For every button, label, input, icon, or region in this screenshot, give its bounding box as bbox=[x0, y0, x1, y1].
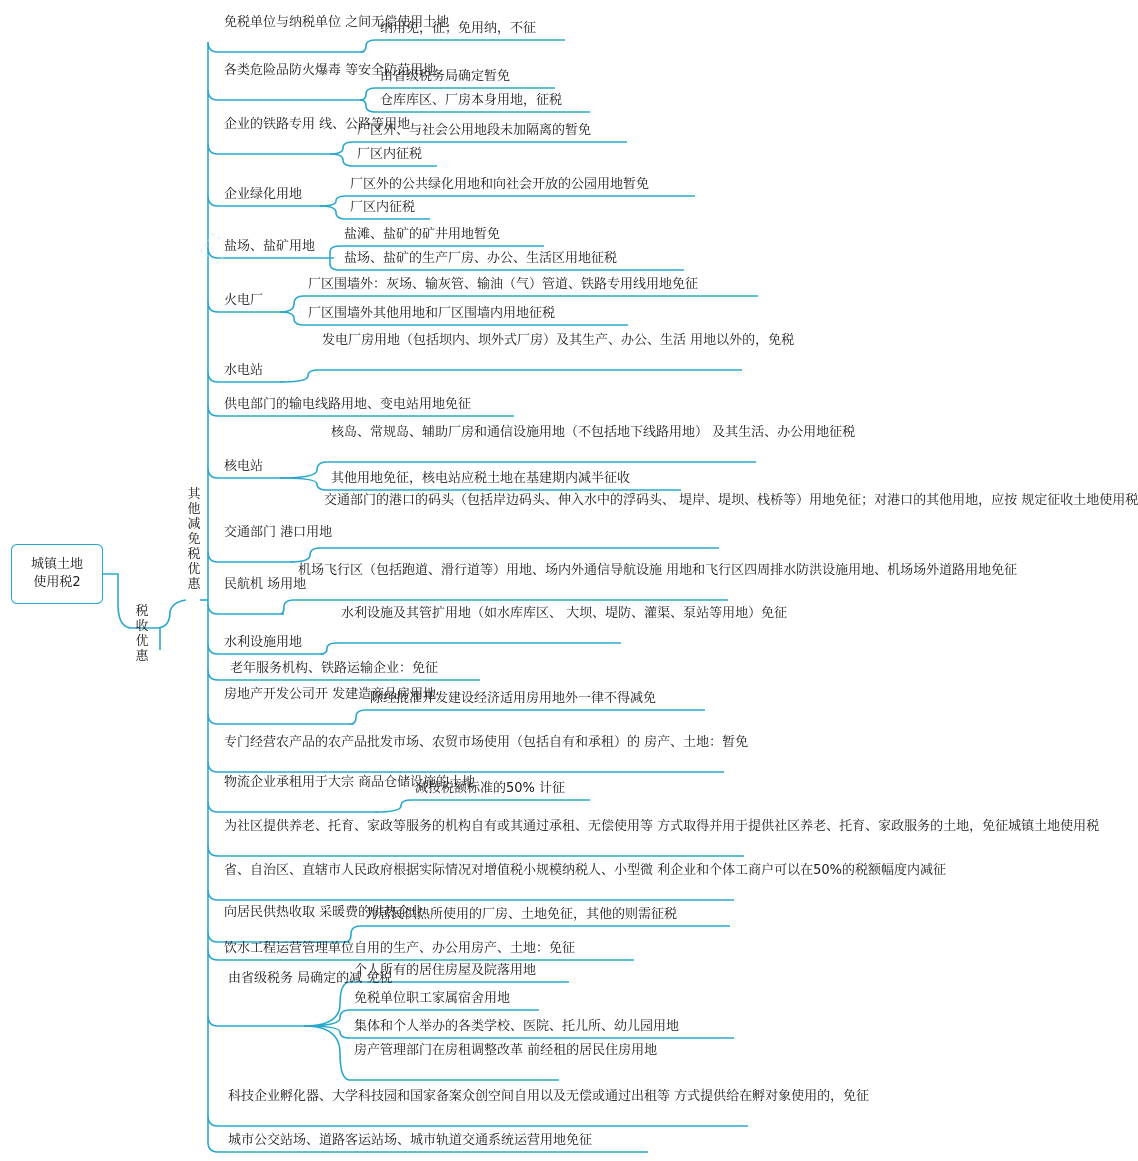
item-label-21: 由省级税务 局确定的减 免税 bbox=[228, 971, 393, 986]
item-4-sub-1: 厂区外的公共绿化用地和向社会开放的公园用地暂免 bbox=[350, 177, 650, 192]
item-branch-10 bbox=[208, 552, 294, 562]
level2-node: 其他减免税优惠 bbox=[187, 487, 201, 592]
item-1-sub-1: 纳用免，征；免用纳，不征 bbox=[380, 21, 537, 36]
item-12-sub-branch-1 bbox=[320, 643, 621, 654]
item-2-sub-1: 由省级税务局确定暂免 bbox=[380, 69, 511, 84]
item-2-sub-2: 仓库库区、厂房本身用地，征税 bbox=[380, 93, 563, 108]
item-label-13: 老年服务机构、铁路运输企业：免征 bbox=[230, 661, 439, 676]
item-5-sub-1: 盐滩、盐矿的矿井用地暂免 bbox=[344, 227, 501, 242]
item-9-sub-1: 核岛、常规岛、辅助厂房和通信设施用地（不包括地下线路用地） 及其生活、办公用地征税 bbox=[331, 425, 856, 440]
item-7-sub-branch-1 bbox=[280, 370, 742, 382]
item-label-7: 水电站 bbox=[224, 363, 264, 378]
item-14-sub-branch-1 bbox=[350, 710, 705, 724]
item-1-sub-branch-1 bbox=[360, 40, 565, 52]
item-label-8: 供电部门的输电线路用地、变电站用地免征 bbox=[224, 397, 472, 412]
item-21-sub-1: 个人所有的居住房屋及院落用地 bbox=[354, 963, 537, 978]
item-label-18: 省、自治区、直辖市人民政府根据实际情况对增值税小规模纳税人、小型微 利企业和个体工商户可以在50%的税额幅度内减征 bbox=[224, 863, 947, 878]
item-branch-11 bbox=[208, 604, 284, 614]
item-label-19: 向居民供热收取 采暖费的供热企业 bbox=[224, 905, 424, 920]
item-12-sub-1: 水利设施及其管扩用地（如水库库区、 大坝、堤防、灌渠、泵站等用地）免征 bbox=[341, 606, 788, 621]
item-21-sub-2: 免税单位职工家属宿舍用地 bbox=[354, 991, 511, 1006]
item-branch-17 bbox=[208, 846, 744, 856]
item-21-sub-4: 房产管理部门在房租调整改革 前经租的居民住房用地 bbox=[354, 1043, 658, 1058]
level1-connector bbox=[156, 600, 186, 628]
item-label-6: 火电厂 bbox=[224, 293, 264, 308]
item-branch-21 bbox=[208, 1016, 308, 1026]
item-7-sub-1: 发电厂房用地（包括坝内、坝外式厂房）及其生产、办公、生活 用地以外的，免税 bbox=[322, 333, 795, 348]
item-label-17: 为社区提供养老、托育、家政等服务的机构自有或其通过承租、无偿使用等 方式取得并用于提供社区养老、托育、家政服务的土地，免征城镇土地使用税 bbox=[224, 819, 1100, 834]
item-label-5: 盐场、盐矿用地 bbox=[224, 239, 316, 254]
item-11-sub-1: 机场飞行区（包括跑道、滑行道等）用地、场内外通信导航设施 用地和飞行区四周排水防洪设施用地、机场场外道路用地免征 bbox=[298, 563, 1018, 578]
item-label-14: 房地产开发公司开 发建造商品房用地 bbox=[224, 687, 437, 702]
item-label-10: 交通部门 港口用地 bbox=[224, 525, 333, 540]
watermark-1: ⬚ bbox=[191, 225, 237, 270]
item-branch-3 bbox=[208, 144, 334, 154]
item-4-sub-2: 厂区内征税 bbox=[350, 200, 416, 215]
item-branch-15 bbox=[208, 762, 724, 772]
item-19-sub-1: 为居民供热所使用的厂房、土地免征，其他的则需征税 bbox=[365, 907, 678, 922]
item-9-sub-2: 其他用地免征，核电站应税土地在基建期内减半征收 bbox=[331, 471, 631, 486]
item-3-sub-2: 厂区内征税 bbox=[357, 147, 423, 162]
item-label-4: 企业绿化用地 bbox=[224, 187, 303, 202]
item-label-20: 饮水工程运营管理单位自用的生产、办公用房产、土地：免征 bbox=[224, 941, 576, 956]
item-label-23: 城市公交站场、道路客运站场、城市轨道交通系统运营用地免征 bbox=[228, 1133, 593, 1148]
item-16-sub-branch-1 bbox=[375, 800, 590, 812]
item-label-22: 科技企业孵化器、大学科技园和国家备案众创空间自用以及无偿或通过出租等 方式提供给在孵对象使用的，免征 bbox=[228, 1089, 870, 1104]
item-branch-16 bbox=[208, 802, 379, 812]
item-branch-14 bbox=[208, 714, 354, 724]
item-branch-2 bbox=[208, 90, 364, 100]
item-16-sub-1: 减按税额标准的50% 计征 bbox=[415, 781, 566, 796]
item-14-sub-1: 除经批准开发建设经济适用房用地外一律不得减免 bbox=[370, 691, 657, 706]
item-label-12: 水利设施用地 bbox=[224, 635, 303, 650]
item-10-sub-branch-1 bbox=[290, 548, 719, 562]
item-label-11: 民航机 场用地 bbox=[224, 577, 307, 592]
item-label-15: 专门经营农产品的农产品批发市场、农贸市场使用（包括自有和承租）的 房产、土地：暂免 bbox=[224, 735, 749, 750]
level1-node: 税收优惠 bbox=[135, 604, 149, 664]
root-node: 城镇土地 使用税2 bbox=[11, 544, 103, 604]
item-branch-18 bbox=[208, 890, 734, 900]
item-label-9: 核电站 bbox=[224, 459, 264, 474]
item-21-sub-3: 集体和个人举办的各类学校、医院、托儿所、幼儿园用地 bbox=[354, 1019, 680, 1034]
item-branch-22 bbox=[208, 1116, 748, 1126]
item-6-sub-2: 厂区围墙外其他用地和厂区围墙内用地征税 bbox=[308, 306, 556, 321]
item-5-sub-2: 盐场、盐矿的生产厂房、办公、生活区用地征税 bbox=[344, 251, 618, 266]
item-label-2: 各类危险品防火爆毒 等安全防范用地 bbox=[224, 63, 437, 78]
item-label-16: 物流企业承租用于大宗 商品仓储设施的土地 bbox=[224, 775, 476, 790]
item-branch-1 bbox=[208, 42, 364, 52]
item-6-sub-1: 厂区围墙外：灰场、输灰管、输油（气）管道、铁路专用线用地免征 bbox=[308, 277, 699, 292]
item-3-sub-1: 厂区外、与社会公用地段未加隔离的暂免 bbox=[357, 123, 592, 138]
item-10-sub-1: 交通部门的港口的码头（包括岸边码头、伸入水中的浮码头、 堤岸、堤坝、栈桥等）用地免征；对港口的其他用地，应按 规定征收土地使用税 bbox=[324, 493, 1138, 508]
item-label-1: 免税单位与纳税单位 之间无偿使用土地 bbox=[224, 15, 450, 30]
item-label-3: 企业的铁路专用 线、公路等用地 bbox=[224, 117, 411, 132]
